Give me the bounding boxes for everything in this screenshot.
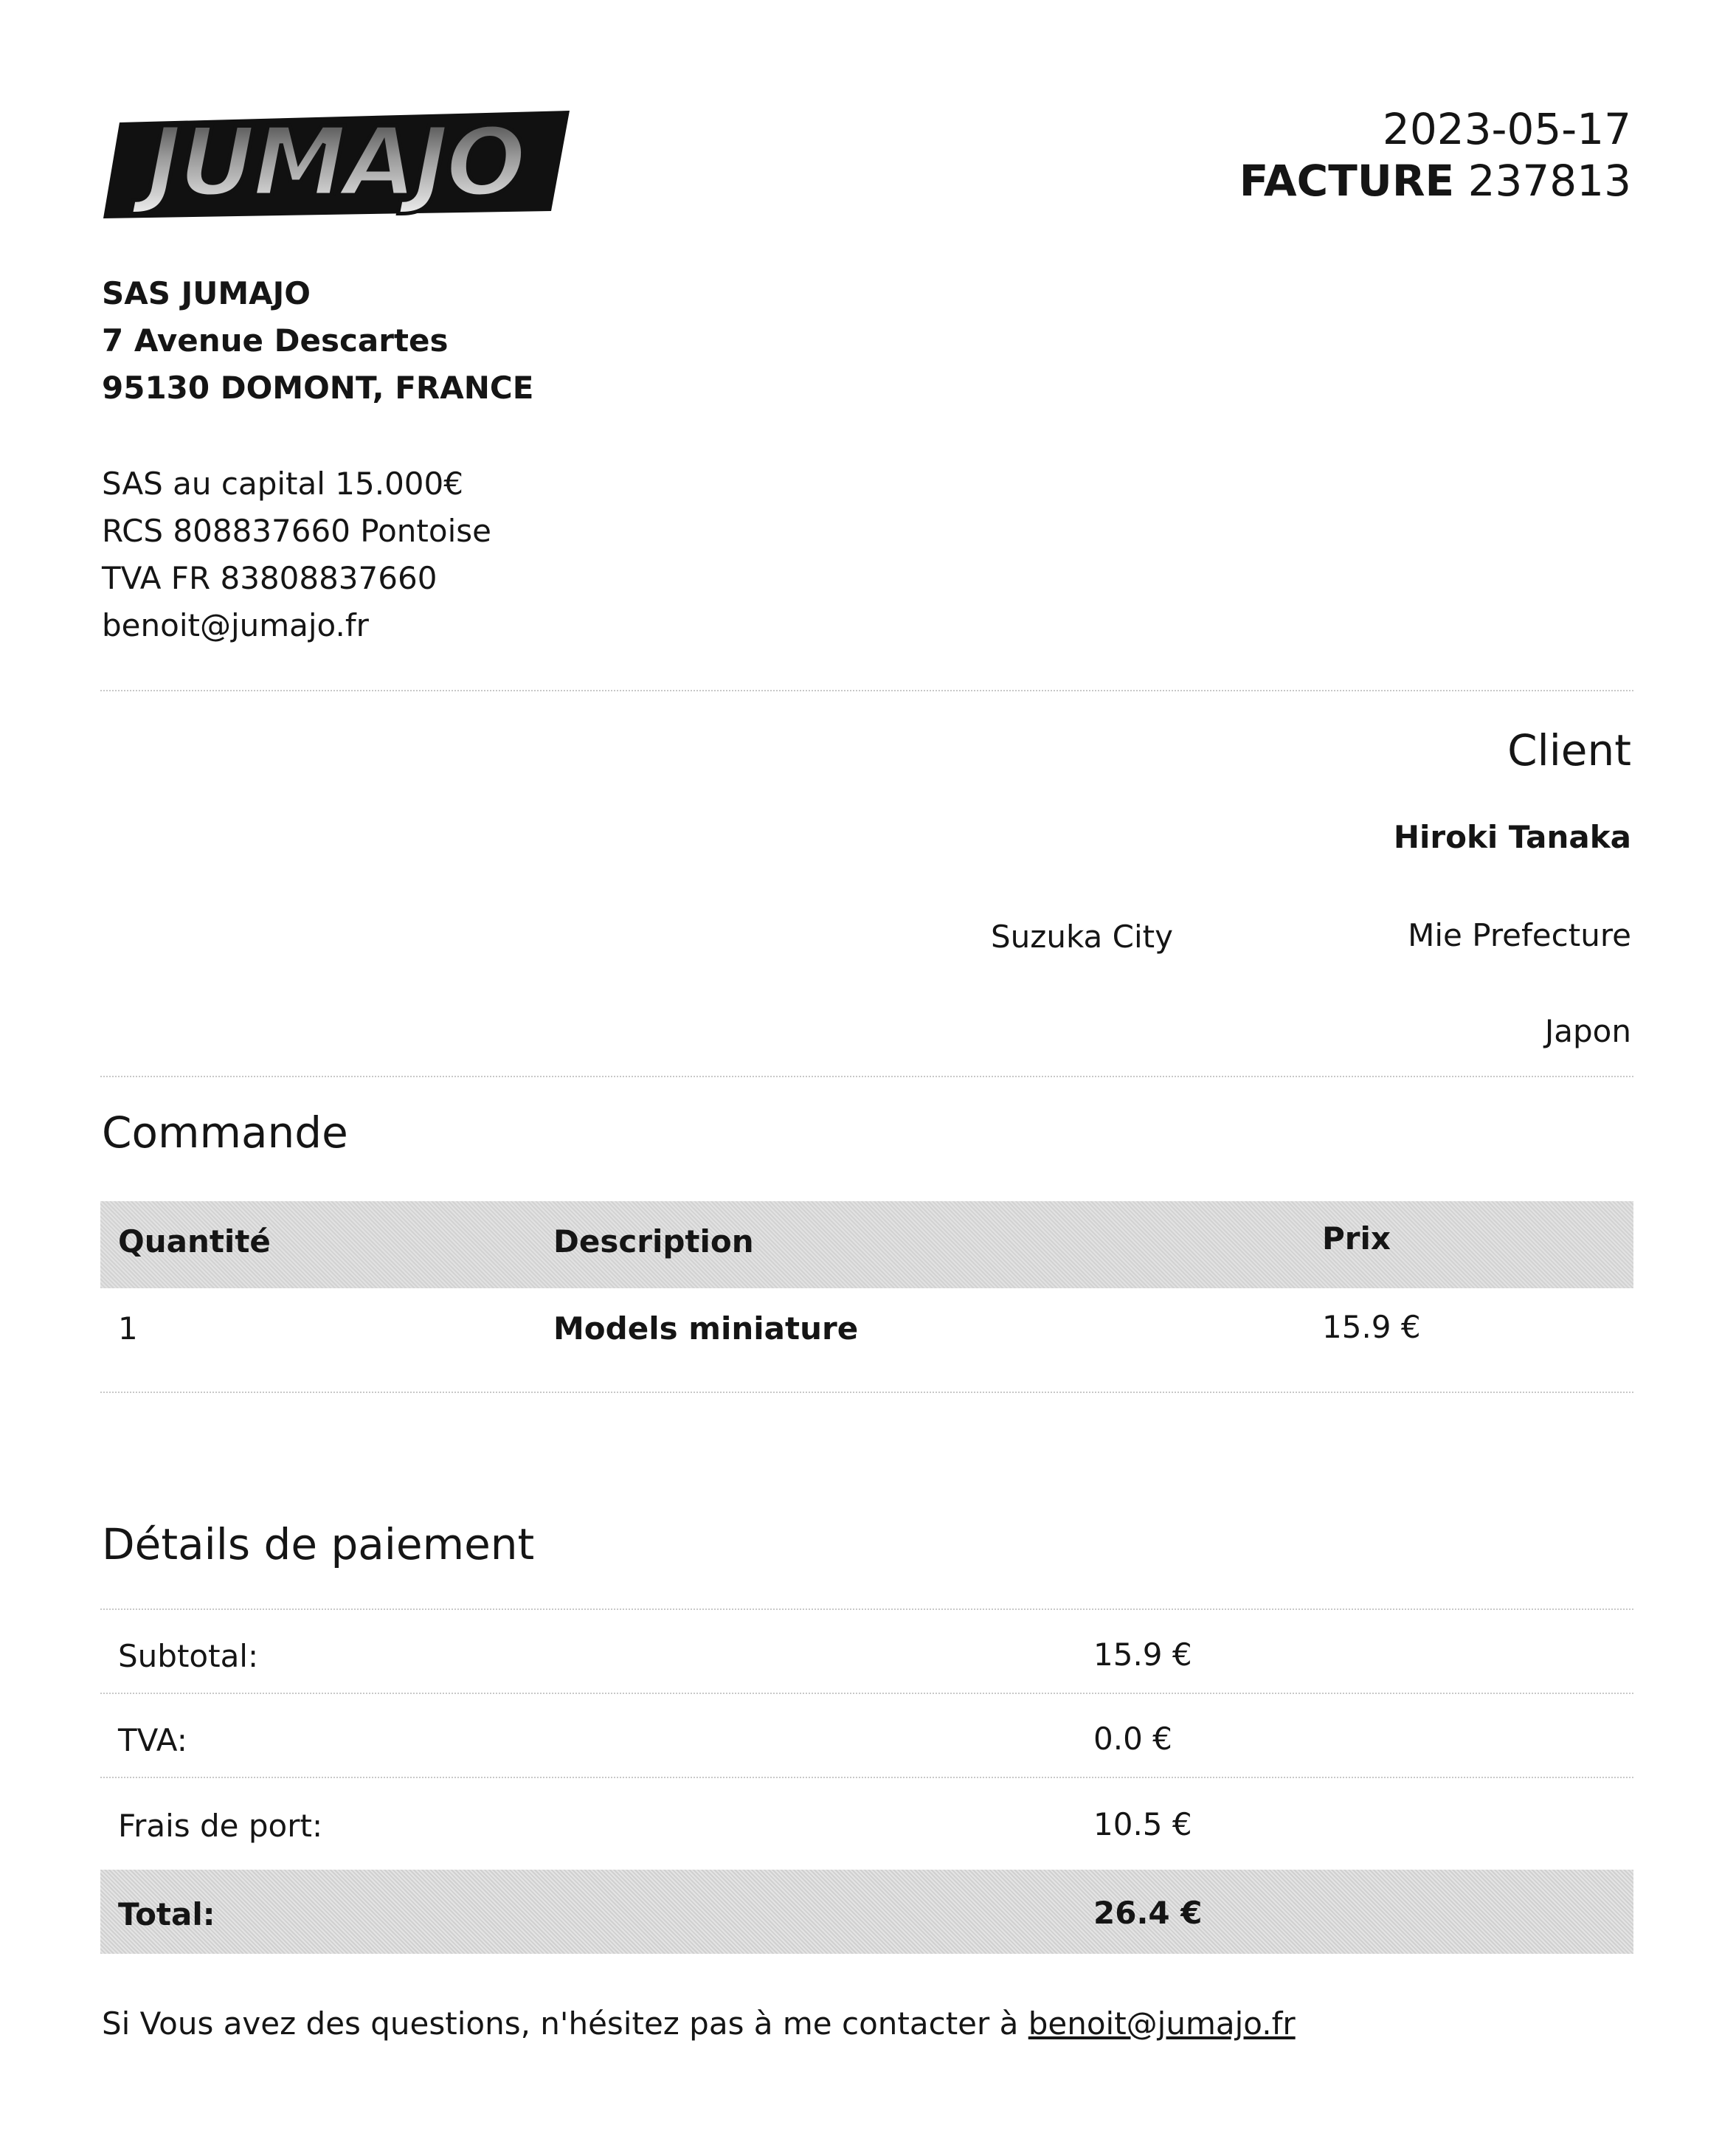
company-capital: SAS au capital 15.000€ <box>102 466 463 502</box>
table-row <box>100 1288 1633 1392</box>
order-title: Commande <box>102 1107 348 1158</box>
company-logo <box>97 100 577 224</box>
subtotal-value: 15.9 € <box>1093 1637 1192 1673</box>
header-price: Prix <box>1322 1220 1391 1257</box>
shipping-value: 10.5 € <box>1093 1806 1192 1842</box>
client-country: Japon <box>1544 1013 1631 1049</box>
footer-text: Si Vous avez des questions, n'hésitez pas à me contacter à <box>102 2005 1028 2042</box>
payment-title: Détails de paiement <box>102 1519 535 1569</box>
payment-row-tva <box>100 1694 1633 1777</box>
row-quantity: 1 <box>118 1310 138 1347</box>
client-city: Suzuka City <box>991 919 1173 955</box>
company-tva: TVA FR 83808837660 <box>102 560 438 596</box>
payment-row-subtotal <box>100 1610 1633 1693</box>
client-title: Client <box>1507 725 1631 775</box>
invoice-date: 2023-05-17 <box>1382 104 1631 154</box>
row-description: Models miniature <box>553 1310 859 1347</box>
order-table-header <box>100 1201 1633 1288</box>
total-value: 26.4 € <box>1093 1895 1203 1931</box>
subtotal-label: Subtotal: <box>118 1638 259 1674</box>
divider <box>100 690 1633 691</box>
footer-email-link[interactable]: benoit@jumajo.fr <box>1028 2005 1296 2042</box>
company-email[interactable]: benoit@jumajo.fr <box>102 607 369 643</box>
payment-row-shipping <box>100 1778 1633 1868</box>
company-address <box>102 270 533 412</box>
divider <box>100 1392 1633 1393</box>
shipping-label: Frais de port: <box>118 1808 323 1844</box>
payment-row-total <box>100 1870 1633 1954</box>
tva-value: 0.0 € <box>1093 1721 1172 1757</box>
row-price: 15.9 € <box>1322 1309 1421 1345</box>
client-region: Mie Prefecture <box>1408 917 1631 953</box>
invoice-number: 237813 <box>1467 156 1631 206</box>
company-rcs: RCS 808837660 Pontoise <box>102 513 491 549</box>
tva-label: TVA: <box>118 1722 187 1758</box>
client-name: Hiroki Tanaka <box>1393 819 1631 855</box>
header-quantity: Quantité <box>118 1223 271 1259</box>
total-label: Total: <box>118 1896 215 1932</box>
footer-note <box>102 2005 1296 2042</box>
company-street: 7 Avenue Descartes <box>102 322 449 359</box>
divider <box>100 1076 1633 1077</box>
company-legal <box>102 460 491 649</box>
company-city: 95130 DOMONT, FRANCE <box>102 370 534 406</box>
invoice-header <box>1239 103 1631 207</box>
invoice-title <box>1239 155 1631 207</box>
invoice-label: FACTURE <box>1239 156 1455 206</box>
company-name: SAS JUMAJO <box>102 275 311 311</box>
logo-text: JUMAJO <box>146 108 524 218</box>
header-description: Description <box>553 1223 754 1259</box>
